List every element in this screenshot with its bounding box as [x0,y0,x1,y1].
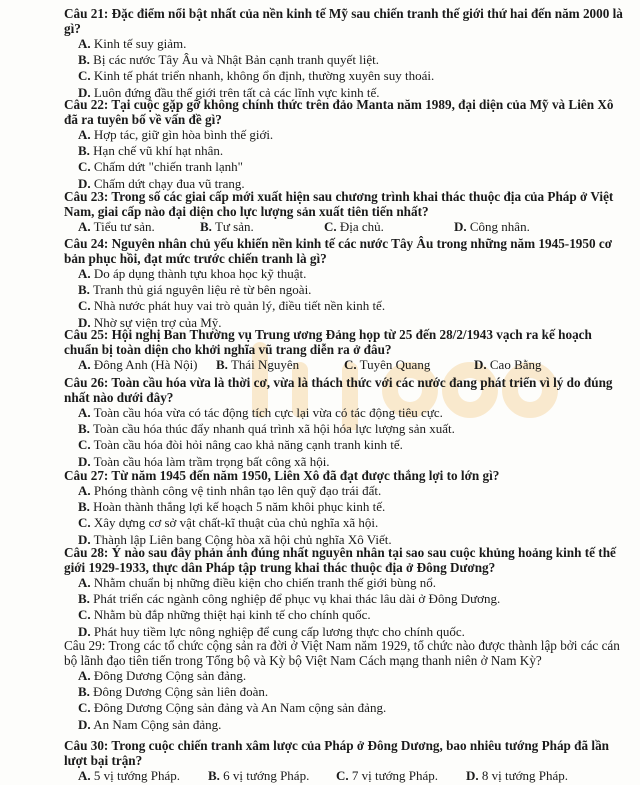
option-c[interactable]: C. Xây dựng cơ sở vật chất-kĩ thuật của chủ nghĩa xã hội. [78,515,379,531]
option-c[interactable]: C. Địa chủ. [324,219,384,234]
option-b[interactable]: B. Hoàn thành thắng lợi kế hoạch 5 năm khôi phục kinh tế. [78,499,386,515]
question-text: Câu 28: Ý nào sau đây phản ánh đúng nhất nguyên nhân tại sao sau cuộc khủng hoảng kinh tế thế giới 1929-1933, thực dân Pháp tập trung khai thác thuộc địa ở Đông Dương? [64,545,616,575]
question-text: Câu 23: Trong số các giai cấp mới xuất hiện sau chương trình khai thác thuộc địa của Pháp ở Việt Nam, giai cấp nào đại diện cho lực lượng sản xuất tiên tiến nhất? [64,189,614,219]
option-c[interactable]: C. Chấm dứt "chiến tranh lạnh" [78,159,243,175]
question-21 [64,6,624,101]
option-b[interactable]: B. Đông Dương Cộng sản liên đoàn. [78,684,269,700]
option-b[interactable]: B. Hạn chế vũ khí hạt nhân. [78,143,224,159]
question-text: Câu 21: Đặc điểm nổi bật nhất của nền kinh tế Mỹ sau chiến tranh thế giới thứ hai đến năm 2000 là gì? [64,6,623,36]
option-c[interactable]: C. Kinh tế phát triển nhanh, không ổn định, thường xuyên suy thoái. [78,68,435,84]
option-a[interactable]: A. Đông Anh (Hà Nội) [78,357,198,372]
question-text: Câu 26: Toàn cầu hóa vừa là thời cơ, vừa là thách thức với các nước đang phát triển vì lý do đúng nhất nào dưới đây? [64,375,613,405]
question-25 [64,327,624,373]
question-22 [64,97,624,192]
question-text: Câu 25: Hội nghị Ban Thường vụ Trung ương Đảng họp từ 25 đến 28/2/1943 vạch ra kế hoạch chuẩn bị toàn diện cho khởi nghĩa vũ trang diễn ra ở đâu? [64,327,592,357]
option-d[interactable]: D. Luôn đứng đầu thế giới trên tất cả các lĩnh vực kinh tế. [78,84,380,100]
option-c[interactable]: C. Nhằm bù đắp những thiệt hại kinh tế cho chính quốc. [78,607,371,623]
option-b[interactable]: B. Bị các nước Tây Âu và Nhật Bản cạnh tranh quyết liệt. [78,52,380,68]
option-a[interactable]: A. 5 vị tướng Pháp. [78,768,181,783]
question-24 [64,236,624,331]
option-d[interactable]: D. 8 vị tướng Pháp. [466,768,569,783]
question-text: Câu 27: Từ năm 1945 đến năm 1950, Liên Xô đã đạt được thắng lợi to lớn gì? [64,468,500,483]
option-b[interactable]: B. Tư sản. [200,219,254,234]
option-c[interactable]: C. Đông Dương Cộng sản đảng và An Nam cộng sản đảng. [78,700,387,716]
option-a[interactable]: A. Hợp tác, giữ gìn hòa bình thế giới. [78,127,274,142]
option-d[interactable]: D. Công nhân. [454,219,530,234]
options-row [64,768,624,784]
option-b[interactable]: B. Phát triển các ngành công nghiệp để phục vụ khai thác lâu dài ở Đông Dương. [78,591,501,607]
option-b[interactable]: B. Tranh thủ giá nguyên liệu rẻ từ bên ngoài. [78,282,312,298]
option-d[interactable]: D. Toàn cầu hóa làm trầm trọng bất công xã hội. [78,453,330,469]
option-a[interactable]: A. Kinh tế suy giảm. [78,36,187,51]
option-a[interactable]: A. Tiểu tư sản. [78,219,155,234]
option-c[interactable]: C. Toàn cầu hóa đòi hỏi nâng cao khả năng cạnh tranh kinh tế. [78,437,403,453]
option-c[interactable]: C. Tuyên Quang [344,357,431,372]
options-row [64,357,624,373]
question-text: Câu 24: Nguyên nhân chủ yếu khiến nền kinh tế các nước Tây Âu trong những năm 1945-1950 cơ bản phục hồi, đạt mức trước chiến tranh là gì? [64,236,613,266]
question-30 [64,738,624,784]
option-a[interactable]: A. Do áp dụng thành tựu khoa học kỹ thuật. [78,266,307,281]
option-c[interactable]: C. 7 vị tướng Pháp. [336,768,439,783]
question-27 [64,468,624,548]
options-row [64,219,624,235]
question-29 [64,638,624,733]
option-d[interactable]: D. Nhờ sự viện trợ của Mỹ. [78,314,222,330]
option-b[interactable]: B. Toàn cầu hóa thúc đẩy nhanh quá trình xã hội hóa lực lượng sản xuất. [78,421,455,437]
question-28 [64,545,624,640]
option-d[interactable]: D. Cao Bằng [474,357,542,372]
option-a[interactable]: A. Đông Dương Cộng sản đảng. [78,668,247,683]
question-text: Câu 22: Tại cuộc gặp gỡ không chính thức trên đảo Manta năm 1989, đại diện của Mỹ và Liên Xô đã ra tuyên bố về vấn đề gì? [64,97,614,127]
option-a[interactable]: A. Phóng thành công vệ tinh nhân tạo lên quỹ đạo trái đất. [78,483,382,498]
option-d[interactable]: D. Thành lập Liên bang Cộng hòa xã hội chủ nghĩa Xô Viết. [78,531,392,547]
option-a[interactable]: A. Toàn cầu hóa vừa có tác động tích cực lại vừa có tác động tiêu cực. [78,405,443,420]
option-d[interactable]: D. Phát huy tiềm lực nông nghiệp để cung cấp lương thực cho chính quốc. [78,623,465,639]
option-b[interactable]: B. 6 vị tướng Pháp. [208,768,310,783]
question-text: Câu 29: Trong các tổ chức cộng sản ra đời ở Việt Nam năm 1929, tổ chức nào được thành lập bởi các cán bộ lãnh đạo tiên tiến trong Tổng bộ và Kỳ bộ Việt Nam Cách mạng thanh niên ở Nam Kỳ? [64,638,620,668]
option-a[interactable]: A. Nhằm chuẩn bị những điều kiện cho chiến tranh thế giới bùng nổ. [78,575,436,590]
option-b[interactable]: B. Thái Nguyên [216,357,300,372]
option-d[interactable]: D. An Nam Cộng sản đảng. [78,716,222,732]
question-text: Câu 30: Trong cuộc chiến tranh xâm lược của Pháp ở Đông Dương, bao nhiêu tướng Pháp đã lần lượt bại trận? [64,738,610,768]
question-26 [64,375,624,470]
question-23 [64,189,624,235]
option-c[interactable]: C. Nhà nước phát huy vai trò quản lý, điều tiết nền kinh tế. [78,298,386,314]
option-d[interactable]: D. Chấm dứt chạy đua vũ trang. [78,175,245,191]
